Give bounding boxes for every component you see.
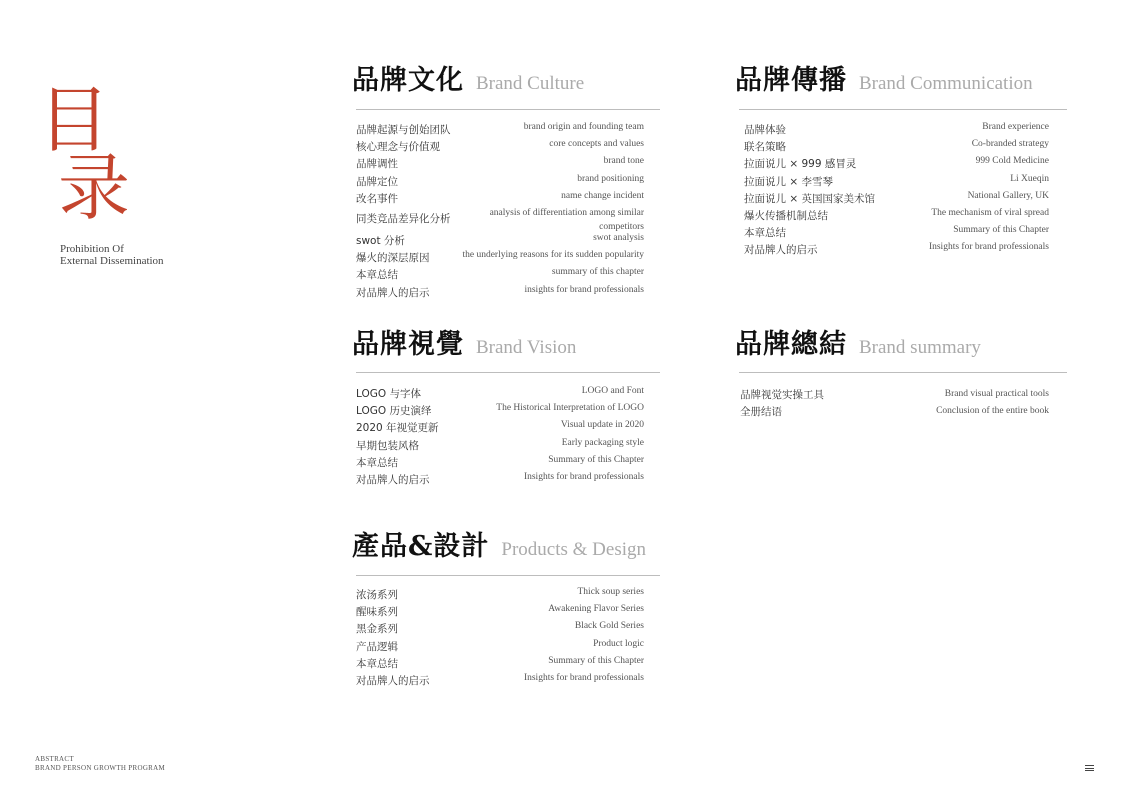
section-title-zh: 品牌傳播 — [735, 65, 847, 96]
item-zh: 2020 年视觉更新 — [356, 422, 439, 435]
section-divider — [356, 372, 660, 373]
item-zh: 全册结语 — [740, 406, 782, 419]
section-divider — [739, 372, 1067, 373]
list-item[interactable] — [356, 621, 644, 638]
section-heading — [735, 58, 1033, 97]
item-zh: 浓汤系列 — [356, 589, 398, 601]
item-zh: 品牌调性 — [356, 158, 398, 171]
list-item[interactable] — [356, 386, 644, 403]
list-item[interactable] — [356, 139, 644, 156]
section-brand-communication — [735, 58, 1075, 268]
section-item-list — [740, 387, 1049, 421]
section-heading — [352, 322, 576, 361]
list-item[interactable] — [744, 139, 1049, 156]
item-zh: 产品逻辑 — [356, 640, 398, 653]
item-en: analysis of differentiation among similar — [489, 207, 644, 218]
item-zh: 本章总结 — [356, 269, 398, 282]
item-en: insights for brand professionals — [524, 284, 644, 295]
item-zh: 对品牌人的启示 — [744, 244, 818, 257]
list-item[interactable] — [356, 438, 644, 455]
item-en: summary of this chapter — [551, 267, 644, 278]
item-zh: 对品牌人的启示 — [356, 674, 430, 687]
item-zh: 对品牌人的启示 — [356, 473, 430, 486]
section-brand-summary — [735, 322, 1075, 432]
list-item[interactable] — [740, 387, 1049, 404]
item-zh: LOGO 与字体 — [356, 388, 421, 400]
item-en: Li Xueqin — [1010, 173, 1049, 184]
item-en: Visual update in 2020 — [560, 420, 644, 431]
item-zh: 拉面说儿 × 李雪琴 — [744, 175, 833, 188]
item-en: Brand experience — [982, 122, 1049, 132]
item-zh: 改名事件 — [356, 192, 398, 205]
item-en: core concepts and values — [549, 139, 644, 150]
item-en: Thick soup series — [577, 587, 644, 597]
item-en: Awakening Flavor Series — [548, 604, 644, 615]
item-en: Insights for brand professionals — [523, 471, 644, 482]
list-item[interactable] — [356, 639, 644, 656]
footer-line-1: ABSTRACT — [35, 755, 74, 763]
list-item[interactable] — [356, 604, 644, 621]
item-en: competitors — [599, 221, 644, 232]
item-zh: LOGO 历史演绎 — [356, 405, 432, 418]
list-item[interactable] — [744, 174, 1049, 191]
item-zh: 爆火传播机制总结 — [744, 209, 828, 222]
section-item-list — [356, 587, 644, 690]
item-zh: 品牌起源与创始团队 — [356, 124, 451, 136]
section-title-zh: 品牌視覺 — [352, 329, 464, 360]
list-item[interactable] — [356, 267, 644, 284]
menu-icon[interactable] — [1085, 765, 1094, 771]
list-item[interactable] — [356, 191, 644, 208]
item-zh: 拉面说儿 × 英国国家美术馆 — [744, 192, 875, 205]
item-en: Early packaging style — [561, 437, 644, 448]
section-brand-culture — [352, 58, 662, 298]
item-en: Insights for brand professionals — [523, 672, 644, 683]
dissemination-notice — [60, 243, 164, 267]
notice-line-1: Prohibition Of — [60, 243, 124, 255]
section-title-en: Products & Design — [501, 539, 646, 560]
item-en: Product logic — [593, 638, 644, 649]
section-title-en: Brand Culture — [476, 73, 585, 94]
section-heading — [352, 524, 646, 563]
item-zh: 醒味系列 — [356, 606, 398, 619]
section-products-design — [352, 524, 662, 694]
list-item[interactable] — [356, 156, 644, 173]
list-item[interactable] — [356, 673, 644, 690]
section-title-en: Brand summary — [859, 337, 981, 358]
list-item[interactable] — [356, 455, 644, 472]
list-item[interactable] — [356, 656, 644, 673]
section-title-zh: 產品&設計 — [352, 531, 490, 562]
list-item[interactable] — [356, 285, 644, 302]
notice-line-2: External Dissemination — [60, 255, 164, 267]
list-item[interactable] — [356, 420, 644, 437]
item-en: Brand visual practical tools — [944, 389, 1049, 399]
item-en: brand tone — [603, 156, 644, 167]
item-zh: 品牌体验 — [744, 124, 786, 136]
list-item[interactable] — [356, 403, 644, 420]
item-en: The Historical Interpretation of LOGO — [496, 403, 644, 414]
list-item[interactable] — [744, 242, 1049, 259]
section-title-zh: 品牌文化 — [352, 65, 464, 96]
list-item[interactable] — [356, 587, 644, 604]
item-zh: 对品牌人的启示 — [356, 286, 430, 299]
item-en: Summary of this Chapter — [548, 655, 644, 666]
item-en: LOGO and Font — [581, 386, 644, 396]
item-zh: 品牌视觉实操工具 — [740, 389, 824, 401]
list-item[interactable] — [740, 404, 1049, 421]
item-zh: 本章总结 — [356, 456, 398, 469]
list-item[interactable] — [744, 191, 1049, 208]
section-item-list — [356, 386, 644, 489]
item-zh: swot 分析 — [356, 234, 405, 247]
list-item[interactable] — [356, 472, 644, 489]
list-item[interactable] — [356, 207, 644, 225]
item-en: Black Gold Series — [574, 621, 644, 632]
item-zh: 品牌定位 — [356, 175, 398, 188]
item-en: brand origin and founding team — [523, 122, 644, 132]
toc-title-char-1: 目 — [38, 78, 111, 162]
section-divider — [356, 109, 660, 110]
item-zh: 爆火的深层原因 — [356, 252, 430, 265]
section-heading — [352, 58, 584, 97]
item-zh: 拉面说儿 × 999 感冒灵 — [744, 158, 857, 171]
item-en: Conclusion of the entire book — [936, 406, 1049, 417]
section-title-zh: 品牌總結 — [735, 329, 847, 360]
item-zh: 本章总结 — [356, 657, 398, 670]
item-en: Insights for brand professionals — [928, 242, 1049, 253]
list-item — [356, 220, 644, 233]
item-en: Co-branded strategy — [971, 139, 1049, 150]
item-zh: 同类竞品差异化分析 — [356, 212, 451, 225]
list-item[interactable] — [744, 208, 1049, 225]
list-item[interactable] — [744, 156, 1049, 173]
item-en: name change incident — [561, 190, 644, 201]
item-zh: 黑金系列 — [356, 623, 398, 636]
item-zh: 本章总结 — [744, 227, 786, 240]
item-en: National Gallery, UK — [967, 190, 1049, 201]
list-item[interactable] — [356, 122, 644, 139]
item-en: 999 Cold Medicine — [975, 156, 1049, 167]
item-en: Summary of this Chapter — [548, 454, 644, 465]
section-divider — [356, 575, 660, 576]
toc-title-char-2: 录 — [58, 146, 131, 230]
list-item[interactable] — [744, 122, 1049, 139]
section-divider — [739, 109, 1067, 110]
item-en: Summary of this Chapter — [953, 225, 1049, 236]
section-title-en: Brand Communication — [859, 73, 1033, 94]
section-item-list — [356, 122, 644, 302]
item-zh: 核心理念与价值观 — [356, 141, 440, 154]
footer-label — [35, 755, 165, 773]
list-item[interactable] — [744, 225, 1049, 242]
item-en: the underlying reasons for its sudden popularity — [462, 250, 644, 261]
section-brand-vision — [352, 322, 662, 492]
item-zh: 联名策略 — [744, 141, 786, 154]
item-en: The mechanism of viral spread — [931, 207, 1049, 218]
list-item[interactable] — [356, 233, 644, 250]
section-item-list — [744, 122, 1049, 260]
list-item[interactable] — [356, 174, 644, 191]
list-item[interactable] — [356, 250, 644, 267]
item-zh: 早期包装风格 — [356, 439, 419, 452]
section-heading — [735, 322, 981, 361]
item-en: swot analysis — [593, 232, 644, 243]
footer-line-2: BRAND PERSON GROWTH PROGRAM — [35, 764, 166, 772]
section-title-en: Brand Vision — [476, 337, 577, 358]
item-en: brand positioning — [577, 173, 644, 184]
